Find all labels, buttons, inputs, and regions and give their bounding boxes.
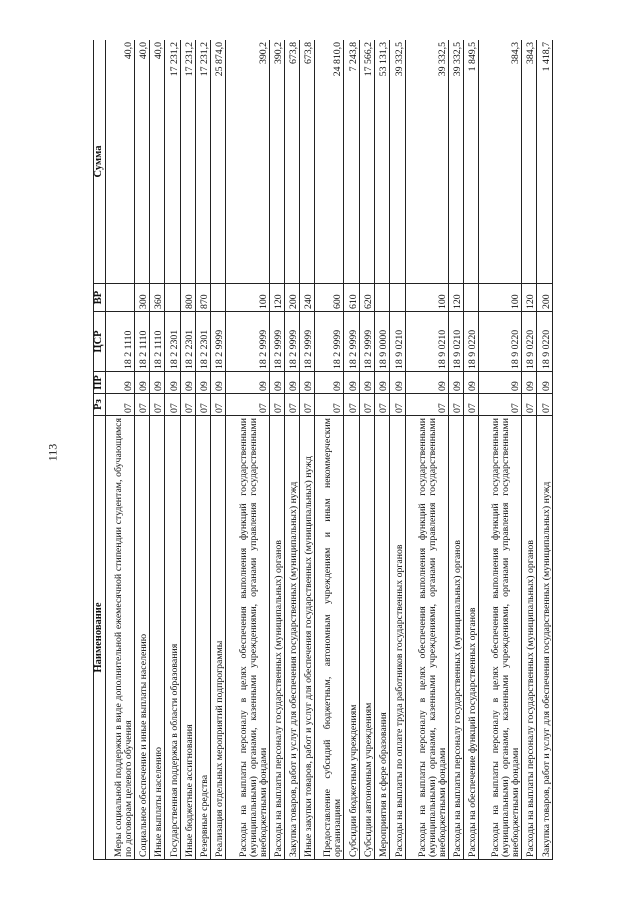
- cell-vr: 240: [300, 284, 315, 312]
- cell-rz: 07: [537, 394, 553, 416]
- cell-name: Расходы на выплаты персоналу в целях обеспечения выполнения функций государственными (муниципальными) органами, казенными учреждениями, органами управления государственными внебюджетными фондами: [479, 416, 522, 860]
- cell-rz: 07: [463, 394, 478, 416]
- cell-name: Мероприятия в сфере образования: [374, 416, 389, 860]
- cell-pr: 09: [315, 372, 344, 394]
- cell-csr: 18 9 0210: [390, 312, 405, 372]
- table-row: [359, 40, 374, 860]
- cell-rz: 07: [300, 394, 315, 416]
- table-row: [150, 40, 165, 860]
- header-pr: ПР: [94, 372, 106, 394]
- cell-csr: 18 9 0210: [405, 312, 448, 372]
- cell-name: Государственная поддержка в области образования: [165, 416, 180, 860]
- cell-sum: 17 231,2: [195, 40, 210, 284]
- cell-name: Иные закупки товаров, работ и услуг для обеспечения государственных (муниципальных) нужд: [300, 416, 315, 860]
- cell-rz: 07: [344, 394, 359, 416]
- cell-name: Субсидии бюджетным учреждениям: [344, 416, 359, 860]
- header-name: Наименование: [94, 416, 106, 860]
- cell-vr: 200: [284, 284, 299, 312]
- cell-name: Социальное обеспечение и иные выплаты населению: [134, 416, 149, 860]
- table-row: [180, 40, 195, 860]
- cell-sum: 39 332,5: [448, 40, 463, 284]
- cell-name: Расходы на выплаты персоналу государственных (муниципальных) органов: [522, 416, 537, 860]
- cell-sum: 7 243,8: [344, 40, 359, 284]
- cell-rz: 07: [211, 394, 226, 416]
- cell-sum: 39 332,5: [390, 40, 405, 284]
- cell-sum: 1 849,5: [463, 40, 478, 284]
- rotated-table-frame: [93, 40, 553, 860]
- header-vr: ВР: [94, 284, 106, 312]
- table-row: [463, 40, 478, 860]
- cell-rz: 07: [150, 394, 165, 416]
- cell-csr: 18 2 9999: [211, 312, 226, 372]
- cell-rz: 07: [359, 394, 374, 416]
- table-row: [315, 40, 344, 860]
- table-row: [390, 40, 405, 860]
- cell-name: Реализация отдельных мероприятий подпрограммы: [211, 416, 226, 860]
- cell-sum: 384,3: [522, 40, 537, 284]
- cell-csr: 18 2 2301: [165, 312, 180, 372]
- page-number: 113: [45, 443, 60, 462]
- cell-pr: 09: [105, 372, 134, 394]
- table-row: [522, 40, 537, 860]
- cell-vr: 120: [448, 284, 463, 312]
- cell-sum: 40,0: [105, 40, 134, 284]
- cell-rz: 07: [134, 394, 149, 416]
- table-row: [105, 40, 134, 860]
- cell-csr: 18 9 0000: [374, 312, 389, 372]
- cell-sum: 39 332,5: [405, 40, 448, 284]
- cell-sum: 17 231,2: [180, 40, 195, 284]
- cell-name: Субсидии автономным учреждениям: [359, 416, 374, 860]
- cell-vr: 200: [537, 284, 553, 312]
- cell-csr: 18 9 0220: [522, 312, 537, 372]
- cell-name: Расходы на выплаты персоналу государственных (муниципальных) органов: [269, 416, 284, 860]
- table-row: [195, 40, 210, 860]
- cell-csr: 18 2 2301: [180, 312, 195, 372]
- cell-csr: 18 2 1110: [134, 312, 149, 372]
- cell-vr: [390, 284, 405, 312]
- cell-name: Расходы на выплаты персоналу государственных (муниципальных) органов: [448, 416, 463, 860]
- cell-pr: 09: [165, 372, 180, 394]
- cell-vr: 120: [522, 284, 537, 312]
- table-row: [344, 40, 359, 860]
- table-body: [105, 40, 552, 860]
- header-csr: ЦСР: [94, 312, 106, 372]
- cell-csr: 18 2 9999: [269, 312, 284, 372]
- cell-csr: 18 2 9999: [359, 312, 374, 372]
- cell-vr: [211, 284, 226, 312]
- cell-sum: 673,8: [300, 40, 315, 284]
- table-row: [134, 40, 149, 860]
- cell-name: Закупка товаров, работ и услуг для обеспечения государственных (муниципальных) нужд: [537, 416, 553, 860]
- cell-name: Расходы на выплаты персоналу в целях обеспечения выполнения функций государственными (муниципальными) органами, казенными учреждениями, органами управления государственными внебюджетными фондами: [226, 416, 269, 860]
- table-row: [269, 40, 284, 860]
- cell-rz: 07: [479, 394, 522, 416]
- cell-pr: 09: [448, 372, 463, 394]
- cell-rz: 07: [405, 394, 448, 416]
- page-number-container: [38, 0, 68, 905]
- cell-sum: 17 566,2: [359, 40, 374, 284]
- cell-sum: 384,3: [479, 40, 522, 284]
- cell-name: Предоставление субсидий бюджетным, автономным учреждениям и иным некоммерческим организациям: [315, 416, 344, 860]
- cell-csr: 18 2 1110: [105, 312, 134, 372]
- cell-vr: 620: [359, 284, 374, 312]
- cell-vr: 300: [134, 284, 149, 312]
- header-rz: Рз: [94, 394, 106, 416]
- cell-csr: 18 2 1110: [150, 312, 165, 372]
- cell-sum: 53 131,3: [374, 40, 389, 284]
- cell-name: Иные выплаты населению: [150, 416, 165, 860]
- cell-name: Расходы на обеспечение функций государственных органов: [463, 416, 478, 860]
- cell-rz: 07: [374, 394, 389, 416]
- cell-pr: 09: [359, 372, 374, 394]
- header-sum: Сумма: [94, 40, 106, 284]
- table-row: [479, 40, 522, 860]
- table-row: [226, 40, 269, 860]
- table-row: [211, 40, 226, 860]
- cell-pr: 09: [405, 372, 448, 394]
- cell-csr: 18 2 9999: [344, 312, 359, 372]
- table-header-row: [94, 40, 106, 860]
- cell-name: Закупка товаров, работ и услуг для обеспечения государственных (муниципальных) нужд: [284, 416, 299, 860]
- cell-rz: 07: [390, 394, 405, 416]
- cell-name: Меры социальной поддержки в виде дополнительной ежемесячной стипендии студентам, обучающимся по договорам целевого обучения: [105, 416, 134, 860]
- cell-csr: 18 9 0210: [448, 312, 463, 372]
- cell-name: Расходы на выплаты по оплате труда работников государственных органов: [390, 416, 405, 860]
- table-row: [284, 40, 299, 860]
- cell-pr: 09: [180, 372, 195, 394]
- cell-sum: 390,2: [269, 40, 284, 284]
- cell-rz: 07: [522, 394, 537, 416]
- cell-name: Резервные средства: [195, 416, 210, 860]
- table-row: [300, 40, 315, 860]
- cell-vr: 870: [195, 284, 210, 312]
- cell-csr: 18 2 9999: [300, 312, 315, 372]
- cell-pr: 09: [300, 372, 315, 394]
- cell-sum: 17 231,2: [165, 40, 180, 284]
- cell-vr: 360: [150, 284, 165, 312]
- cell-pr: 09: [134, 372, 149, 394]
- cell-name: Иные бюджетные ассигнования: [180, 416, 195, 860]
- cell-vr: [165, 284, 180, 312]
- cell-rz: 07: [180, 394, 195, 416]
- cell-rz: 07: [448, 394, 463, 416]
- cell-sum: 24 810,0: [315, 40, 344, 284]
- table-row: [537, 40, 553, 860]
- cell-vr: 100: [226, 284, 269, 312]
- cell-rz: 07: [165, 394, 180, 416]
- cell-vr: 100: [479, 284, 522, 312]
- cell-sum: 390,2: [226, 40, 269, 284]
- cell-sum: 673,8: [284, 40, 299, 284]
- cell-rz: 07: [105, 394, 134, 416]
- cell-pr: 09: [211, 372, 226, 394]
- cell-sum: 1 418,7: [537, 40, 553, 284]
- cell-pr: 09: [522, 372, 537, 394]
- budget-table: [93, 40, 553, 860]
- cell-vr: 100: [405, 284, 448, 312]
- cell-rz: 07: [226, 394, 269, 416]
- cell-vr: [463, 284, 478, 312]
- cell-pr: 09: [463, 372, 478, 394]
- cell-pr: 09: [150, 372, 165, 394]
- table-row: [374, 40, 389, 860]
- cell-pr: 09: [226, 372, 269, 394]
- table-row: [405, 40, 448, 860]
- cell-rz: 07: [195, 394, 210, 416]
- cell-csr: 18 2 9999: [315, 312, 344, 372]
- cell-rz: 07: [269, 394, 284, 416]
- cell-csr: 18 2 9999: [226, 312, 269, 372]
- cell-sum: 40,0: [134, 40, 149, 284]
- cell-pr: 09: [537, 372, 553, 394]
- cell-pr: 09: [479, 372, 522, 394]
- cell-rz: 07: [315, 394, 344, 416]
- cell-vr: 600: [315, 284, 344, 312]
- cell-vr: [374, 284, 389, 312]
- cell-vr: [105, 284, 134, 312]
- cell-vr: 800: [180, 284, 195, 312]
- table-row: [165, 40, 180, 860]
- cell-csr: 18 9 0220: [479, 312, 522, 372]
- cell-csr: 18 2 2301: [195, 312, 210, 372]
- cell-pr: 09: [269, 372, 284, 394]
- cell-vr: 120: [269, 284, 284, 312]
- cell-pr: 09: [344, 372, 359, 394]
- cell-pr: 09: [390, 372, 405, 394]
- cell-csr: 18 9 0220: [537, 312, 553, 372]
- cell-csr: 18 9 0220: [463, 312, 478, 372]
- cell-name: Расходы на выплаты персоналу в целях обеспечения выполнения функций государственными (муниципальными) органами, казенными учреждениями, органами управления государственными внебюджетными фондами: [405, 416, 448, 860]
- cell-pr: 09: [284, 372, 299, 394]
- table-row: [448, 40, 463, 860]
- cell-sum: 40,0: [150, 40, 165, 284]
- cell-vr: 610: [344, 284, 359, 312]
- cell-csr: 18 2 9999: [284, 312, 299, 372]
- rotated-table-wrapper: [93, 40, 553, 860]
- cell-sum: 25 874,0: [211, 40, 226, 284]
- cell-pr: 09: [195, 372, 210, 394]
- cell-pr: 09: [374, 372, 389, 394]
- cell-rz: 07: [284, 394, 299, 416]
